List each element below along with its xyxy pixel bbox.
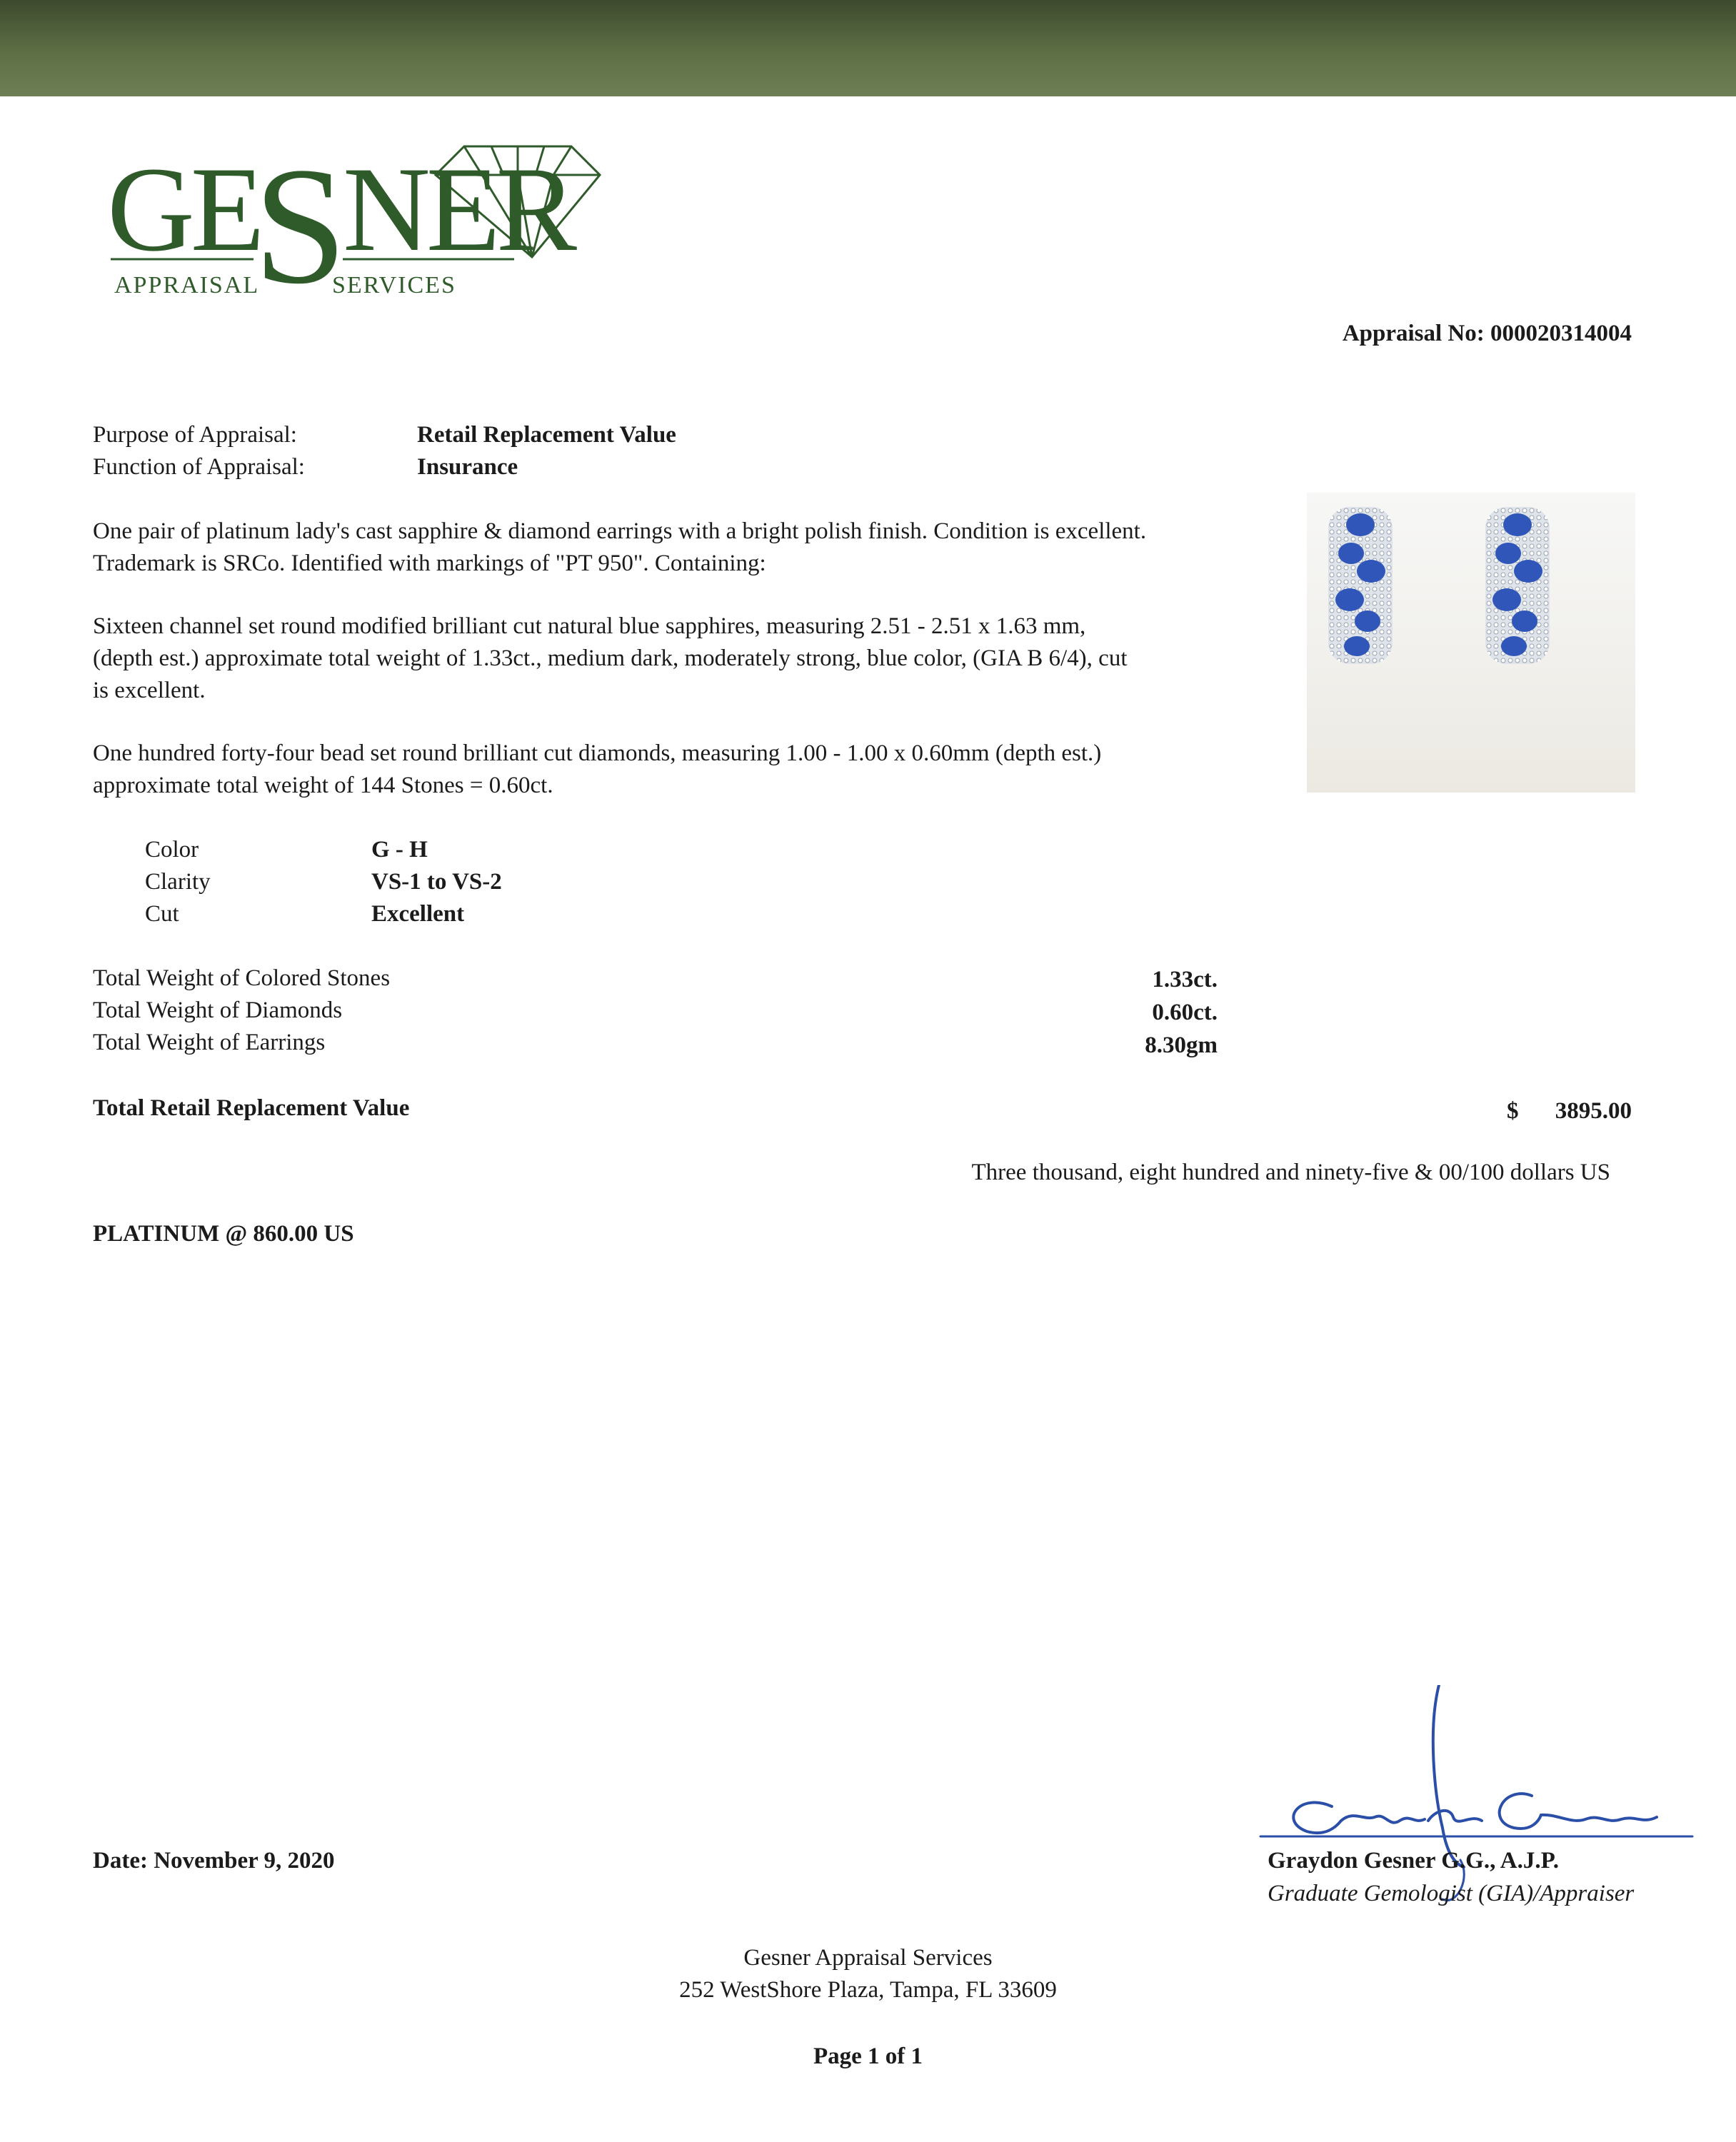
- weight-value-colored: 1.33ct.: [1152, 967, 1218, 992]
- svg-text:NER: NER: [343, 142, 573, 276]
- function-label: Function of Appraisal:: [93, 454, 305, 480]
- total-label: Total Retail Replacement Value: [93, 1095, 410, 1121]
- grading-value-color: G - H: [371, 837, 428, 863]
- weight-value-earrings: 8.30gm: [1145, 1032, 1218, 1058]
- total-amount: 3895.00: [1555, 1098, 1632, 1124]
- left-earring: [1328, 507, 1393, 664]
- scan-top-edge: [0, 0, 1736, 96]
- appraiser-title: Graduate Gemologist (GIA)/Appraiser: [1268, 1881, 1635, 1906]
- grading-value-cut: Excellent: [371, 901, 465, 927]
- footer-company: Gesner Appraisal Services: [743, 1945, 993, 1971]
- appraisal-date: Date: November 9, 2020: [93, 1848, 335, 1874]
- gesner-logo: [107, 132, 607, 314]
- total-currency: $: [1507, 1098, 1519, 1124]
- footer-address: 252 WestShore Plaza, Tampa, FL 33609: [679, 1977, 1057, 2003]
- item-description: One pair of platinum lady's cast sapphire & diamond earrings with a bright polish finish. Condition is excellent. Trademark is SRCo. Identified with markings of "PT 950". Containing:: [93, 518, 1147, 576]
- svg-text:S: S: [254, 133, 347, 314]
- weight-label-earrings: Total Weight of Earrings: [93, 1030, 326, 1055]
- earrings-photo: [1307, 493, 1635, 793]
- purpose-value: Retail Replacement Value: [417, 422, 676, 448]
- weight-value-diamonds: 0.60ct.: [1152, 1000, 1218, 1025]
- grading-label-clarity: Clarity: [145, 869, 211, 895]
- svg-text:GE: GE: [107, 142, 261, 276]
- svg-text:SERVICES: SERVICES: [332, 272, 456, 298]
- appraisal-number: Appraisal No: 000020314004: [1342, 321, 1632, 346]
- diamond-description: One hundred forty-four bead set round brilliant cut diamonds, measuring 1.00 - 1.00 x 0.60mm (depth est.) approximate total weight of 144 Stones = 0.60ct.: [93, 740, 1102, 798]
- function-value: Insurance: [417, 454, 518, 480]
- page-number: Page 1 of 1: [813, 2043, 923, 2069]
- grading-value-clarity: VS-1 to VS-2: [371, 869, 502, 895]
- grading-label-cut: Cut: [145, 901, 179, 927]
- weight-label-colored: Total Weight of Colored Stones: [93, 965, 391, 991]
- platinum-price: PLATINUM @ 860.00 US: [93, 1221, 354, 1247]
- sapphire-description: Sixteen channel set round modified brilliant cut natural blue sapphires, measuring 2.51 - 2.51 x 1.63 mm, (depth est.) approximate total weight of 1.33ct., medium dark, moderately strong, blue color, (GIA B 6/4), cut is excellent.: [93, 613, 1128, 703]
- right-earring: [1485, 507, 1550, 664]
- svg-text:APPRAISAL: APPRAISAL: [114, 272, 260, 298]
- purpose-label: Purpose of Appraisal:: [93, 422, 297, 448]
- weight-label-diamonds: Total Weight of Diamonds: [93, 997, 343, 1023]
- total-in-words: Three thousand, eight hundred and ninety-five & 00/100 dollars US: [971, 1160, 1610, 1185]
- appraiser-name: Graydon Gesner G.G., A.J.P.: [1268, 1848, 1559, 1874]
- grading-label-color: Color: [145, 837, 199, 863]
